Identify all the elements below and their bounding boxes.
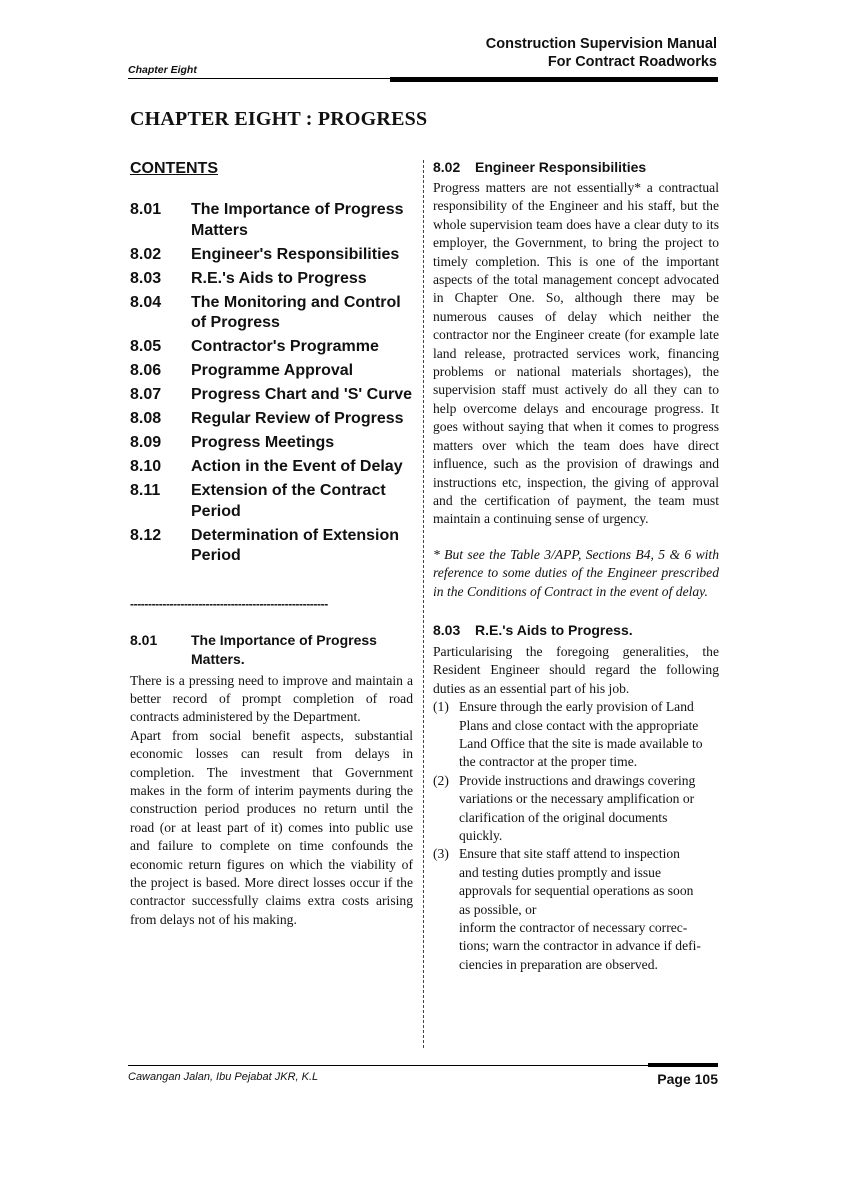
toc-title: Determination of Extension Period xyxy=(191,526,400,564)
section-801-heading xyxy=(130,631,413,669)
toc-item[interactable] xyxy=(130,361,413,382)
left-column xyxy=(130,158,413,929)
section-title: The Importance of Progress Matters. xyxy=(191,631,377,667)
page-number: Page 105 xyxy=(657,1071,718,1087)
text-line: variations or the necessary amplification or xyxy=(459,791,695,807)
section-title: R.E.'s Aids to Progress. xyxy=(475,621,633,638)
toc-item[interactable] xyxy=(130,385,413,406)
manual-title-line1: Construction Supervision Manual xyxy=(485,36,717,52)
section-803-paragraph: Particularising the foregoing generalities, the Resident Engineer should regard the following duties as an essential part of his job. xyxy=(433,643,719,696)
text-line: approvals for sequential operations as soon xyxy=(459,883,694,899)
footer-department: Cawangan Jalan, Ibu Pejabat JKR, K.L xyxy=(128,1071,319,1083)
list-item-label: (3) xyxy=(433,846,449,862)
toc-title: The Monitoring and Control of Progress xyxy=(191,293,401,331)
toc-title: Regular Review of Progress xyxy=(191,410,404,427)
toc-title: Programme Approval xyxy=(191,362,354,379)
list-item xyxy=(433,845,719,974)
toc-number: 8.01 xyxy=(130,201,162,218)
toc-item[interactable] xyxy=(130,433,413,454)
contents-heading: CONTENTS xyxy=(130,160,218,177)
toc-number: 8.11 xyxy=(130,482,161,499)
manual-title-line2: For Contract Roadworks xyxy=(547,54,717,70)
toc-number: 8.05 xyxy=(130,338,162,355)
text-line: Ensure that site staff attend to inspection xyxy=(459,846,680,862)
manual-title xyxy=(486,35,717,71)
section-title: Engineer Responsibilities xyxy=(475,159,647,175)
chapter-label: Chapter Eight xyxy=(128,64,197,76)
toc-item[interactable] xyxy=(130,200,413,241)
text-line: ciencies in preparation are observed. xyxy=(459,956,658,972)
section-number: 8.01 xyxy=(130,631,158,648)
text-line: Land Office that the site is made available to xyxy=(459,735,703,751)
toc-number: 8.08 xyxy=(130,410,162,427)
toc-title: Action in the Event of Delay xyxy=(191,458,403,475)
toc-title: Progress Chart and 'S' Curve xyxy=(191,386,413,403)
toc-number: 8.04 xyxy=(130,293,162,311)
list-item-label: (2) xyxy=(433,772,449,788)
toc-item[interactable] xyxy=(130,526,413,567)
right-column xyxy=(433,158,719,974)
text-line: as possible, or xyxy=(459,901,537,917)
column-divider xyxy=(423,160,424,1048)
toc-item[interactable] xyxy=(130,409,413,430)
footnote: * But see the Table 3/APP, Sections B4, 5 & 6 with reference to some duties of the Engineer prescribed in the Conditions of Contract in the event of delay. xyxy=(433,546,719,599)
toc-title: The Importance of Progress Matters xyxy=(191,201,404,239)
toc-title: R.E.'s Aids to Progress xyxy=(191,269,367,287)
toc-number: 8.09 xyxy=(130,434,162,451)
toc-number: 8.12 xyxy=(130,526,162,544)
text-line: the contractor at the proper time. xyxy=(459,754,638,770)
toc-item[interactable] xyxy=(130,457,413,478)
section-803-heading xyxy=(433,621,719,640)
section-number: 8.02 xyxy=(433,159,461,175)
section-802-paragraph: Progress matters are not essentially* a contractual responsibility of the Engineer and his staff, but the whole supervision team does have a clear duty to its employer, the Government, to bring the project to timely completion. This is one of the important aspects of the total management concept advocated in Chapter One. So, although there may be numerous causes of delay which neither the contractor nor the Engineer create (for example late land release, protracted services work, financing problems or national materials shortages), the supervision staff must actively do all they can to help overcome delays and encourage progress. It goes without saying that when it comes to progress matters over which the team does have direct influence, such as the provision of drawings and instructions etc, inspection, the giving of approval and the certification of payment, the team must maintain a continuing sense of urgency. xyxy=(433,180,719,527)
toc-number: 8.06 xyxy=(130,362,162,379)
toc-item[interactable] xyxy=(130,245,413,266)
toc-item[interactable] xyxy=(130,293,413,334)
text-line: clarification of the original documents xyxy=(459,809,668,825)
section-separator: ------------------------------------------------------- xyxy=(130,596,328,611)
toc-item[interactable] xyxy=(130,337,413,358)
toc-number: 8.07 xyxy=(130,386,162,403)
list-item-text xyxy=(459,845,719,974)
chapter-title: CHAPTER EIGHT : PROGRESS xyxy=(130,108,428,130)
toc-item[interactable] xyxy=(130,481,413,522)
text-line: tions; warn the contractor in advance if defi- xyxy=(459,938,701,954)
text-line: Provide instructions and drawings covering xyxy=(459,772,696,788)
toc-title: Contractor's Programme xyxy=(191,338,379,355)
text-line: Plans and close contact with the appropriate xyxy=(459,717,699,733)
section-801-paragraph-1: There is a pressing need to improve and maintain a better record of prompt completion of road contracts administered by the Department. xyxy=(130,672,413,725)
toc-number: 8.10 xyxy=(130,458,162,475)
text-line: and testing duties promptly and issue xyxy=(459,864,661,880)
footer-rule xyxy=(128,1065,718,1066)
list-item xyxy=(433,698,719,772)
section-number: 8.03 xyxy=(433,621,461,638)
footer-rule-thick xyxy=(648,1063,718,1067)
toc-title: Engineer's Responsibilities xyxy=(191,245,400,263)
section-802-heading xyxy=(433,158,719,177)
toc-title: Progress Meetings xyxy=(191,434,335,451)
toc-item[interactable] xyxy=(130,269,413,290)
text-line: quickly. xyxy=(459,828,503,843)
duties-list xyxy=(433,698,719,974)
list-item-label: (1) xyxy=(433,699,449,715)
toc-number: 8.03 xyxy=(130,269,162,287)
text-line: Ensure through the early provision of Land xyxy=(459,699,694,715)
list-item xyxy=(433,772,719,846)
section-801-paragraph-2: Apart from social benefit aspects, substantial economic losses can result from delays in completion. The investment that Government makes in the form of interim payments during the construction period produces no return until the road (or at least part of it) comes into public use and failure to complete on time confounds the economic return figures on which the viability of the project is based. More direct losses occur if the contractor successfully claims extra costs arising from delays not of his making. xyxy=(130,727,413,927)
header-rule-thick xyxy=(390,77,718,82)
toc-title: Extension of the Contract Period xyxy=(191,482,386,520)
list-item-text xyxy=(459,772,719,846)
text-line: inform the contractor of necessary correc- xyxy=(459,920,688,936)
toc-number: 8.02 xyxy=(130,245,162,263)
list-item-text xyxy=(459,698,719,772)
contents-list xyxy=(130,200,413,567)
